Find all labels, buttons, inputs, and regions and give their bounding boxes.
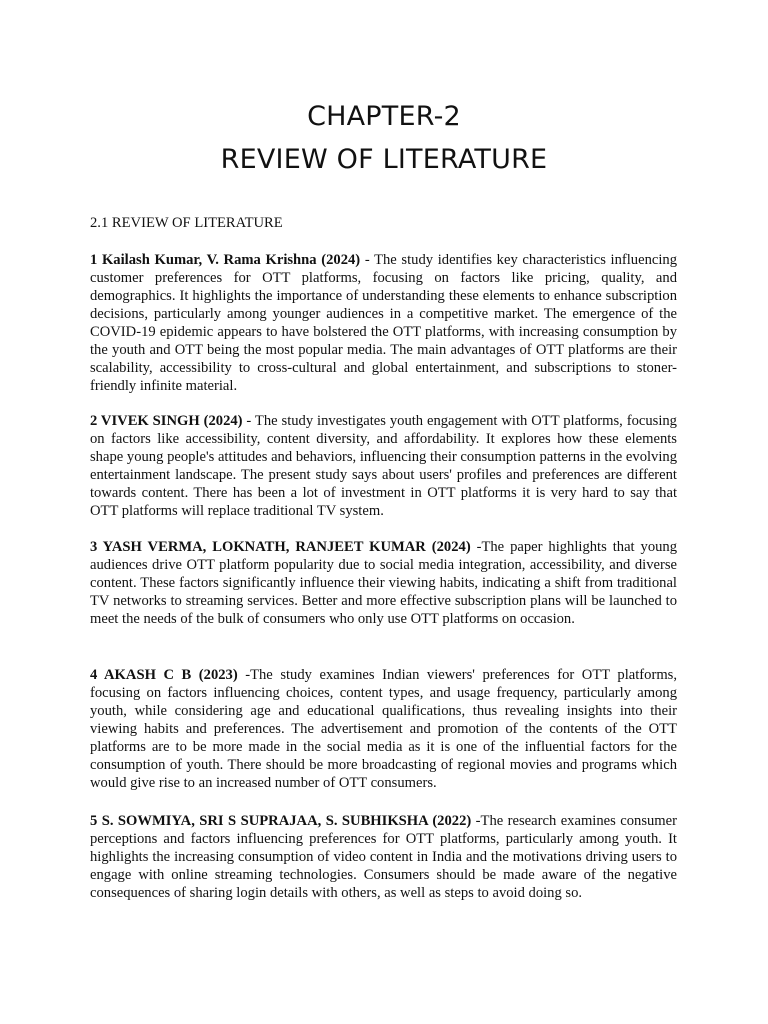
chapter-number: CHAPTER-2 bbox=[307, 101, 461, 132]
entry-summary: -The paper highlights that young audiences drive OTT platform popularity due to social media integration, accessibility, and diverse content. These factors significantly influence their viewing habits, indicating a shift from traditional TV networks to streaming services. Better and more effective subscription plans will be launched to meet the needs of the bulk of consumers who only use OTT platforms on occasion. bbox=[90, 539, 678, 627]
entry-author-citation: 5 S. SOWMIYA, SRI S SUPRAJAA, S. SUBHIKSHA (2022) bbox=[90, 813, 472, 829]
literature-entry-1 bbox=[90, 251, 677, 395]
chapter-title: REVIEW OF LITERATURE bbox=[220, 144, 548, 175]
entry-summary: -The study examines Indian viewers' preferences for OTT platforms, focusing on factors influencing choices, content types, and usage frequency, particularly among youth, while considering age and educational qualifications, thus revealing insights into their viewing habits and preferences. The advertisement and promotion of the contents of the OTT platforms are to be more made in the social media as it is one of the influential factors for the consumption of youth. There should be more broadcasting of regional movies and programs which would give rise to an increased number of OTT consumers. bbox=[90, 667, 677, 791]
literature-entry-4 bbox=[90, 666, 677, 792]
entry-summary: - The study identifies key characteristics influencing customer preferences for OTT platforms, focusing on factors like pricing, quality, and demographics. It highlights the importance of understanding these elements to enhance subscription decisions, particularly among younger audiences in a competitive market. The emergence of the COVID-19 epidemic appears to have bolstered the OTT platforms, with increasing consumption by the youth and OTT being the most popular media. The main advantages of OTT platforms are their scalability, accessibility to cross-cultural and global entertainment, and subscriptions to stoner-friendly infinite material. bbox=[90, 252, 677, 394]
entry-author-citation: 1 Kailash Kumar, V. Rama Krishna (2024) bbox=[90, 252, 361, 268]
entry-summary: -The research examines consumer perceptions and factors influencing preferences for OTT platforms, particularly among youth. It highlights the increasing consumption of video content in India and the motivations driving users to engage with online streaming technologies. Consumers should be made aware of the negative consequences of sharing login details with others, as well as steps to avoid doing so. bbox=[90, 813, 677, 901]
entry-author-citation: 4 AKASH C B (2023) bbox=[90, 667, 238, 683]
entry-author-citation: 2 VIVEK SINGH (2024) bbox=[90, 413, 243, 429]
literature-entry-2 bbox=[90, 412, 677, 520]
entry-summary: - The study investigates youth engagement with OTT platforms, focusing on factors like accessibility, content diversity, and affordability. It explores how these elements shape young people's attitudes and behaviors, influencing their consumption patterns in the evolving entertainment landscape. The present study says about users' profiles and preferences are different towards content. There has been a lot of investment in OTT platforms it is very hard to say that OTT platforms will replace traditional TV system. bbox=[90, 413, 677, 519]
literature-entry-5 bbox=[90, 812, 677, 902]
section-heading: 2.1 REVIEW OF LITERATURE bbox=[90, 215, 283, 231]
entry-author-citation: 3 YASH VERMA, LOKNATH, RANJEET KUMAR (2024) bbox=[90, 539, 471, 555]
literature-entry-3 bbox=[90, 538, 677, 628]
